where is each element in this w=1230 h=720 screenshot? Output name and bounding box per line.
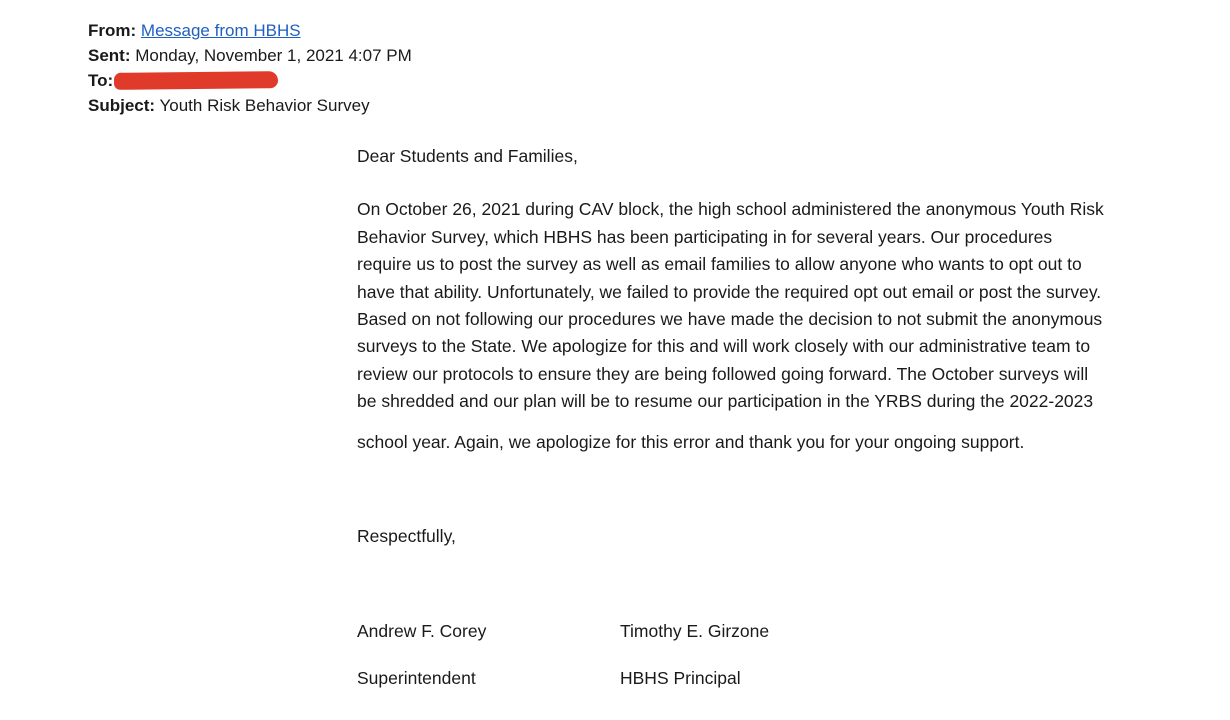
signature-superintendent	[357, 618, 486, 692]
greeting: Dear Students and Families,	[357, 146, 578, 166]
from-label: From:	[88, 21, 137, 40]
closing: Respectfully,	[357, 526, 456, 546]
to-label: To:	[88, 71, 114, 90]
paragraph-line: On October 26, 2021 during CAV block, the high school administered the anonymous Youth Risk	[357, 199, 1104, 220]
sent-row	[88, 43, 412, 68]
redacted-recipient	[114, 71, 278, 90]
signer-title: HBHS Principal	[620, 668, 741, 688]
email-body	[357, 143, 1157, 456]
paragraph-line: be shredded and our plan will be to resume our participation in the YRBS during the 2022-2023	[357, 391, 1094, 412]
paragraph-line: review our protocols to ensure they are being followed going forward. The October surveys will	[357, 363, 1089, 384]
sent-date: Monday, November 1, 2021 4:07 PM	[135, 46, 412, 65]
message-paragraph	[357, 196, 1157, 456]
paragraph-final-line: school year. Again, we apologize for this error and thank you for your ongoing support.	[357, 431, 1025, 452]
signer-title: Superintendent	[357, 668, 476, 688]
paragraph-line: Based on not following our procedures we have made the decision to not submit the anonymous	[357, 309, 1103, 330]
paragraph-line: require us to post the survey as well as email families to allow anyone who wants to opt out to	[357, 254, 1082, 275]
signer-name: Timothy E. Girzone	[620, 621, 770, 641]
paragraph-line: surveys to the State. We apologize for this and will work closely with our administrative team to	[357, 336, 1091, 357]
subject-text: Youth Risk Behavior Survey	[159, 96, 370, 115]
email-header	[88, 18, 412, 118]
sender-link[interactable]: Message from HBHS	[140, 21, 301, 40]
subject-row	[88, 93, 412, 118]
signature-principal	[620, 618, 769, 692]
signer-name: Andrew F. Corey	[357, 621, 487, 641]
sent-label: Sent:	[88, 46, 131, 65]
paragraph-line: have that ability. Unfortunately, we failed to provide the required opt out email or post the survey.	[357, 281, 1102, 302]
paragraph-line: Behavior Survey, which HBHS has been participating in for several years. Our procedures	[357, 226, 1053, 247]
subject-label: Subject:	[88, 96, 156, 115]
from-row	[88, 18, 412, 43]
to-row	[88, 68, 412, 93]
